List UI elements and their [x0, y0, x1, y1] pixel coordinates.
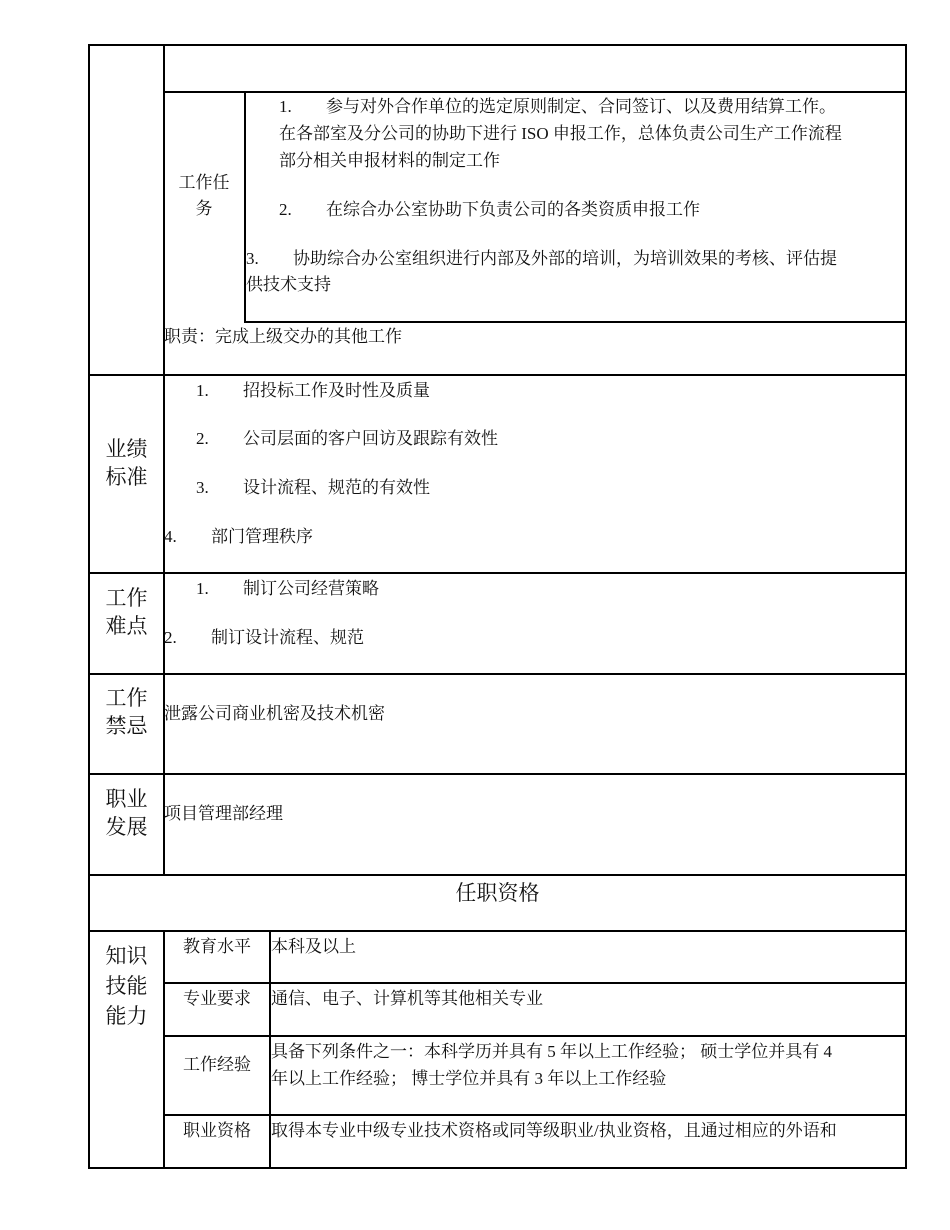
work-tasks-label [166, 170, 242, 222]
difficulty-item-2-text: 制订设计流程、规范 [211, 628, 364, 647]
difficulty-item-2 [164, 624, 364, 652]
taboo-label-line1: 工作 [105, 686, 148, 710]
difficulty-item-2-number: 2. [164, 628, 177, 647]
career-text: 项目管理部经理 [164, 804, 283, 823]
row-divider [163, 982, 907, 984]
education-value: 本科及以上 [271, 937, 356, 956]
performance-item-1-number: 1. [196, 381, 209, 400]
performance-item-4 [164, 523, 313, 551]
knowledge-label-line1: 知识 [105, 944, 148, 968]
career-label [90, 785, 163, 841]
task-item-3 [246, 245, 837, 273]
difficulty-label-line1: 工作 [105, 586, 148, 610]
row-divider [88, 930, 907, 932]
row-divider [88, 874, 907, 876]
performance-item-2-number: 2. [196, 429, 209, 448]
difficulty-item-1 [196, 575, 379, 603]
row-divider [88, 572, 907, 574]
duty-text: 职责：完成上级交办的其他工作 [164, 327, 402, 346]
knowledge-label [90, 941, 163, 1031]
task-item-2-number: 2. [279, 200, 292, 219]
knowledge-label-line2: 技能 [105, 974, 148, 998]
certification-label: 职业资格 [183, 1121, 251, 1140]
task-item-1-continuation: 部分相关申报材料的制定工作 [279, 151, 500, 170]
row-divider [88, 374, 907, 376]
difficulty-label-line2: 难点 [105, 614, 148, 638]
performance-item-1 [196, 377, 430, 405]
experience-value-continuation: 年以上工作经验； 博士学位并具有 3 年以上工作经验 [271, 1069, 667, 1088]
performance-item-3-number: 3. [196, 478, 209, 497]
performance-label-line1: 业绩 [105, 437, 148, 461]
taboo-label-line2: 禁忌 [105, 714, 148, 738]
certification-value: 取得本专业中级专业技术资格或同等级职业/执业资格，且通过相应的外语和 [271, 1121, 837, 1140]
task-item-3-text: 协助综合办公室组织进行内部及外部的培训，为培训效果的考核、评估提 [293, 249, 837, 268]
work-tasks-label-text: 工作任务 [178, 173, 230, 218]
career-label-line2: 发展 [105, 815, 148, 839]
label-column-divider [163, 44, 165, 875]
task-item-1-text: 参与对外合作单位的选定原则制定、合同签订、以及费用结算工作。 [326, 97, 836, 116]
qualification-title: 任职资格 [455, 881, 540, 905]
task-item-3-continuation: 供技术支持 [246, 275, 331, 294]
task-item-1-continuation: 在各部室及分公司的协助下进行 ISO 申报工作，总体负责公司生产工作流程 [279, 124, 842, 143]
table-border-bottom [88, 1167, 907, 1169]
experience-value: 具备下列条件之一：本科学历并具有 5 年以上工作经验； 硕士学位并具有 4 [271, 1042, 832, 1061]
education-label: 教育水平 [183, 937, 251, 956]
performance-item-2 [196, 425, 498, 453]
task-item-2 [279, 196, 700, 224]
performance-label [90, 435, 163, 491]
taboo-label [90, 684, 163, 740]
table-border-top [88, 44, 907, 46]
experience-label: 工作经验 [183, 1055, 251, 1074]
task-item-2-text: 在综合办公室协助下负责公司的各类资质申报工作 [326, 200, 700, 219]
performance-item-1-text: 招投标工作及时性及质量 [243, 381, 430, 400]
major-label: 专业要求 [183, 989, 251, 1008]
major-value: 通信、电子、计算机等其他相关专业 [271, 989, 543, 1008]
performance-item-3 [196, 474, 430, 502]
performance-label-line2: 标准 [105, 465, 148, 489]
performance-item-2-text: 公司层面的客户回访及跟踪有效性 [243, 429, 498, 448]
difficulty-item-1-text: 制订公司经营策略 [243, 579, 379, 598]
task-item-3-number: 3. [246, 249, 259, 268]
row-divider [88, 773, 907, 775]
task-item-1-number: 1. [279, 97, 292, 116]
knowledge-label-line3: 能力 [105, 1004, 148, 1028]
taboo-text: 泄露公司商业机密及技术机密 [164, 704, 385, 723]
difficulty-item-1-number: 1. [196, 579, 209, 598]
career-label-line1: 职业 [105, 787, 148, 811]
performance-item-4-text: 部门管理秩序 [211, 527, 313, 546]
performance-item-4-number: 4. [164, 527, 177, 546]
performance-item-3-text: 设计流程、规范的有效性 [243, 478, 430, 497]
table-border-right [905, 44, 907, 1169]
difficulty-label [90, 584, 163, 640]
task-item-1 [279, 93, 836, 121]
row-divider [163, 1114, 907, 1116]
row-divider [163, 1035, 907, 1037]
row-divider [88, 673, 907, 675]
